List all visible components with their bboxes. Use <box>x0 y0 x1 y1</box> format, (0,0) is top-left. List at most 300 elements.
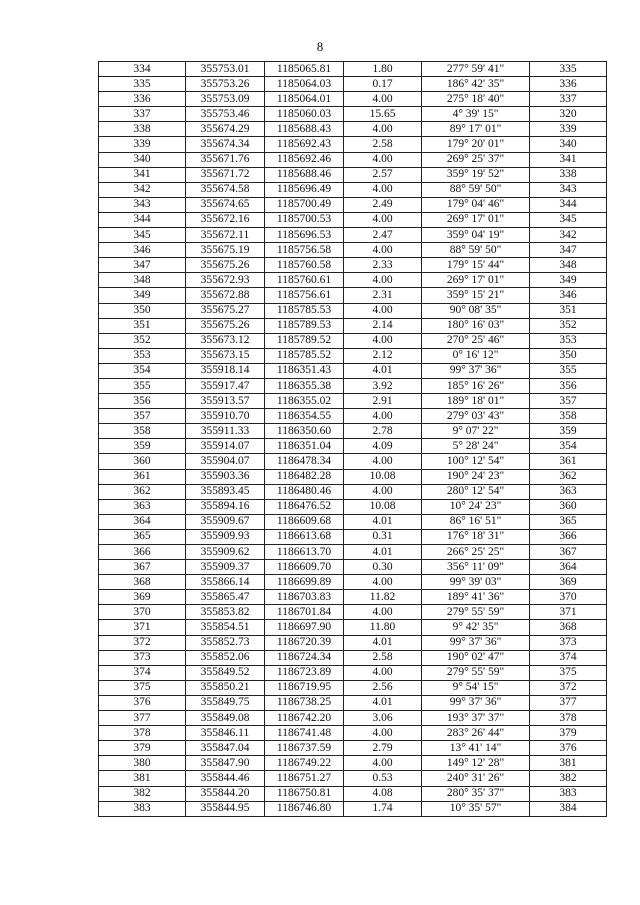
bearing-cell: 5° 28' 24" <box>422 439 530 454</box>
x-coordinate-cell: 355753.01 <box>186 62 265 77</box>
y-coordinate-cell: 1186351.43 <box>265 363 344 378</box>
y-coordinate-cell: 1186613.70 <box>265 545 344 560</box>
distance-cell: 2.14 <box>344 318 422 333</box>
y-coordinate-cell: 1185065.81 <box>265 62 344 77</box>
table-row <box>99 484 607 499</box>
table-row <box>99 680 607 695</box>
bearing-cell: 10° 24' 23" <box>422 499 530 514</box>
x-coordinate-cell: 355675.19 <box>186 243 265 258</box>
x-coordinate-cell: 355852.06 <box>186 650 265 665</box>
x-coordinate-cell: 355674.58 <box>186 182 265 197</box>
table-row <box>99 741 607 756</box>
table-row <box>99 786 607 801</box>
next-point-cell: 375 <box>530 665 607 680</box>
next-point-cell: 337 <box>530 92 607 107</box>
distance-cell: 1.80 <box>344 62 422 77</box>
bearing-cell: 99° 37' 36" <box>422 695 530 710</box>
y-coordinate-cell: 1186751.27 <box>265 771 344 786</box>
x-coordinate-cell: 355909.37 <box>186 560 265 575</box>
y-coordinate-cell: 1186480.46 <box>265 484 344 499</box>
table-row <box>99 182 607 197</box>
point-number-cell: 380 <box>99 756 186 771</box>
point-number-cell: 335 <box>99 77 186 92</box>
next-point-cell: 369 <box>530 575 607 590</box>
y-coordinate-cell: 1186703.83 <box>265 590 344 605</box>
next-point-cell: 338 <box>530 167 607 182</box>
table-row <box>99 439 607 454</box>
x-coordinate-cell: 355753.46 <box>186 107 265 122</box>
bearing-cell: 275° 18' 40" <box>422 92 530 107</box>
x-coordinate-cell: 355913.57 <box>186 394 265 409</box>
next-point-cell: 358 <box>530 409 607 424</box>
bearing-cell: 179° 20' 01" <box>422 137 530 152</box>
bearing-cell: 270° 25' 46" <box>422 333 530 348</box>
y-coordinate-cell: 1186720.39 <box>265 635 344 650</box>
x-coordinate-cell: 355854.51 <box>186 620 265 635</box>
table-row <box>99 590 607 605</box>
x-coordinate-cell: 355909.93 <box>186 529 265 544</box>
distance-cell: 4.08 <box>344 786 422 801</box>
bearing-cell: 359° 19' 52" <box>422 167 530 182</box>
bearing-cell: 179° 04' 46" <box>422 197 530 212</box>
x-coordinate-cell: 355675.26 <box>186 318 265 333</box>
distance-cell: 4.00 <box>344 92 422 107</box>
x-coordinate-cell: 355675.26 <box>186 258 265 273</box>
x-coordinate-cell: 355850.21 <box>186 680 265 695</box>
distance-cell: 4.00 <box>344 454 422 469</box>
x-coordinate-cell: 355865.47 <box>186 590 265 605</box>
y-coordinate-cell: 1186609.70 <box>265 560 344 575</box>
point-number-cell: 336 <box>99 92 186 107</box>
distance-cell: 0.53 <box>344 771 422 786</box>
x-coordinate-cell: 355917.47 <box>186 378 265 393</box>
table-row <box>99 409 607 424</box>
bearing-cell: 9° 42' 35" <box>422 620 530 635</box>
next-point-cell: 348 <box>530 258 607 273</box>
table-row <box>99 122 607 137</box>
distance-cell: 2.31 <box>344 288 422 303</box>
table-row <box>99 394 607 409</box>
y-coordinate-cell: 1185064.01 <box>265 92 344 107</box>
distance-cell: 4.00 <box>344 605 422 620</box>
table-row <box>99 454 607 469</box>
table-row <box>99 152 607 167</box>
bearing-cell: 279° 55' 59" <box>422 665 530 680</box>
next-point-cell: 335 <box>530 62 607 77</box>
next-point-cell: 344 <box>530 197 607 212</box>
point-number-cell: 342 <box>99 182 186 197</box>
x-coordinate-cell: 355673.12 <box>186 333 265 348</box>
next-point-cell: 350 <box>530 348 607 363</box>
next-point-cell: 341 <box>530 152 607 167</box>
next-point-cell: 365 <box>530 514 607 529</box>
bearing-cell: 189° 41' 36" <box>422 590 530 605</box>
table-row <box>99 605 607 620</box>
point-number-cell: 363 <box>99 499 186 514</box>
point-number-cell: 381 <box>99 771 186 786</box>
bearing-cell: 4° 39' 15" <box>422 107 530 122</box>
distance-cell: 2.79 <box>344 741 422 756</box>
bearing-cell: 9° 54' 15" <box>422 680 530 695</box>
y-coordinate-cell: 1186478.34 <box>265 454 344 469</box>
bearing-cell: 359° 04' 19" <box>422 228 530 243</box>
y-coordinate-cell: 1186738.25 <box>265 695 344 710</box>
table-row <box>99 529 607 544</box>
bearing-cell: 100° 12' 54" <box>422 454 530 469</box>
point-number-cell: 369 <box>99 590 186 605</box>
y-coordinate-cell: 1185696.49 <box>265 182 344 197</box>
table-row <box>99 243 607 258</box>
next-point-cell: 361 <box>530 454 607 469</box>
bearing-cell: 240° 31' 26" <box>422 771 530 786</box>
distance-cell: 4.00 <box>344 303 422 318</box>
bearing-cell: 186° 42' 35" <box>422 77 530 92</box>
point-number-cell: 370 <box>99 605 186 620</box>
point-number-cell: 339 <box>99 137 186 152</box>
next-point-cell: 372 <box>530 680 607 695</box>
point-number-cell: 350 <box>99 303 186 318</box>
distance-cell: 4.00 <box>344 575 422 590</box>
bearing-cell: 189° 18' 01" <box>422 394 530 409</box>
next-point-cell: 360 <box>530 499 607 514</box>
next-point-cell: 357 <box>530 394 607 409</box>
table-row <box>99 77 607 92</box>
table-row <box>99 333 607 348</box>
x-coordinate-cell: 355674.34 <box>186 137 265 152</box>
next-point-cell: 368 <box>530 620 607 635</box>
distance-cell: 2.33 <box>344 258 422 273</box>
x-coordinate-cell: 355671.76 <box>186 152 265 167</box>
x-coordinate-cell: 355847.90 <box>186 756 265 771</box>
y-coordinate-cell: 1185692.43 <box>265 137 344 152</box>
distance-cell: 0.30 <box>344 560 422 575</box>
y-coordinate-cell: 1185688.43 <box>265 122 344 137</box>
point-number-cell: 338 <box>99 122 186 137</box>
table-row <box>99 288 607 303</box>
bearing-cell: 149° 12' 28" <box>422 756 530 771</box>
distance-cell: 2.78 <box>344 424 422 439</box>
table-row <box>99 499 607 514</box>
bearing-cell: 180° 16' 03" <box>422 318 530 333</box>
x-coordinate-cell: 355849.75 <box>186 695 265 710</box>
distance-cell: 15.65 <box>344 107 422 122</box>
y-coordinate-cell: 1186723.89 <box>265 665 344 680</box>
y-coordinate-cell: 1186719.95 <box>265 680 344 695</box>
table-row <box>99 197 607 212</box>
next-point-cell: 353 <box>530 333 607 348</box>
bearing-cell: 89° 17' 01" <box>422 122 530 137</box>
point-number-cell: 377 <box>99 711 186 726</box>
x-coordinate-cell: 355849.08 <box>186 711 265 726</box>
distance-cell: 4.01 <box>344 545 422 560</box>
point-number-cell: 337 <box>99 107 186 122</box>
distance-cell: 4.00 <box>344 665 422 680</box>
table-row <box>99 650 607 665</box>
table-row <box>99 771 607 786</box>
next-point-cell: 382 <box>530 771 607 786</box>
y-coordinate-cell: 1186750.81 <box>265 786 344 801</box>
next-point-cell: 366 <box>530 529 607 544</box>
table-row <box>99 801 607 816</box>
next-point-cell: 377 <box>530 695 607 710</box>
bearing-cell: 190° 02' 47" <box>422 650 530 665</box>
table-row <box>99 469 607 484</box>
next-point-cell: 374 <box>530 650 607 665</box>
bearing-cell: 269° 17' 01" <box>422 212 530 227</box>
table-row <box>99 92 607 107</box>
next-point-cell: 339 <box>530 122 607 137</box>
point-number-cell: 349 <box>99 288 186 303</box>
table-row <box>99 258 607 273</box>
next-point-cell: 378 <box>530 711 607 726</box>
bearing-cell: 99° 39' 03" <box>422 575 530 590</box>
bearing-cell: 190° 24' 23" <box>422 469 530 484</box>
point-number-cell: 364 <box>99 514 186 529</box>
distance-cell: 4.01 <box>344 695 422 710</box>
y-coordinate-cell: 1186354.55 <box>265 409 344 424</box>
distance-cell: 2.49 <box>344 197 422 212</box>
x-coordinate-cell: 355674.65 <box>186 197 265 212</box>
x-coordinate-cell: 355909.67 <box>186 514 265 529</box>
bearing-cell: 9° 07' 22" <box>422 424 530 439</box>
distance-cell: 3.06 <box>344 711 422 726</box>
y-coordinate-cell: 1185760.61 <box>265 273 344 288</box>
next-point-cell: 363 <box>530 484 607 499</box>
point-number-cell: 374 <box>99 665 186 680</box>
distance-cell: 0.31 <box>344 529 422 544</box>
distance-cell: 4.00 <box>344 122 422 137</box>
distance-cell: 4.00 <box>344 212 422 227</box>
x-coordinate-cell: 355893.45 <box>186 484 265 499</box>
x-coordinate-cell: 355909.62 <box>186 545 265 560</box>
page-number: 8 <box>316 39 324 54</box>
next-point-cell: 379 <box>530 726 607 741</box>
y-coordinate-cell: 1186613.68 <box>265 529 344 544</box>
point-number-cell: 376 <box>99 695 186 710</box>
table-row <box>99 695 607 710</box>
y-coordinate-cell: 1185760.58 <box>265 258 344 273</box>
x-coordinate-cell: 355903.36 <box>186 469 265 484</box>
bearing-cell: 13° 41' 14" <box>422 741 530 756</box>
point-number-cell: 379 <box>99 741 186 756</box>
distance-cell: 4.01 <box>344 363 422 378</box>
distance-cell: 2.12 <box>344 348 422 363</box>
bearing-cell: 0° 16' 12" <box>422 348 530 363</box>
distance-cell: 2.58 <box>344 137 422 152</box>
point-number-cell: 358 <box>99 424 186 439</box>
point-number-cell: 352 <box>99 333 186 348</box>
y-coordinate-cell: 1185789.53 <box>265 318 344 333</box>
x-coordinate-cell: 355853.82 <box>186 605 265 620</box>
point-number-cell: 362 <box>99 484 186 499</box>
x-coordinate-cell: 355844.46 <box>186 771 265 786</box>
table-row <box>99 62 607 77</box>
x-coordinate-cell: 355866.14 <box>186 575 265 590</box>
y-coordinate-cell: 1186741.48 <box>265 726 344 741</box>
next-point-cell: 320 <box>530 107 607 122</box>
distance-cell: 1.74 <box>344 801 422 816</box>
point-number-cell: 359 <box>99 439 186 454</box>
y-coordinate-cell: 1186742.20 <box>265 711 344 726</box>
x-coordinate-cell: 355846.11 <box>186 726 265 741</box>
point-number-cell: 353 <box>99 348 186 363</box>
table-row <box>99 665 607 680</box>
distance-cell: 4.01 <box>344 514 422 529</box>
x-coordinate-cell: 355914.07 <box>186 439 265 454</box>
next-point-cell: 349 <box>530 273 607 288</box>
next-point-cell: 355 <box>530 363 607 378</box>
x-coordinate-cell: 355672.88 <box>186 288 265 303</box>
point-number-cell: 367 <box>99 560 186 575</box>
distance-cell: 0.17 <box>344 77 422 92</box>
y-coordinate-cell: 1185064.03 <box>265 77 344 92</box>
point-number-cell: 343 <box>99 197 186 212</box>
distance-cell: 3.92 <box>344 378 422 393</box>
bearing-cell: 88° 59' 50" <box>422 182 530 197</box>
y-coordinate-cell: 1185696.53 <box>265 228 344 243</box>
next-point-cell: 346 <box>530 288 607 303</box>
point-number-cell: 361 <box>99 469 186 484</box>
point-number-cell: 347 <box>99 258 186 273</box>
point-number-cell: 341 <box>99 167 186 182</box>
y-coordinate-cell: 1185756.58 <box>265 243 344 258</box>
next-point-cell: 354 <box>530 439 607 454</box>
point-number-cell: 372 <box>99 635 186 650</box>
bearing-cell: 359° 15' 21" <box>422 288 530 303</box>
x-coordinate-cell: 355904.07 <box>186 454 265 469</box>
x-coordinate-cell: 355673.15 <box>186 348 265 363</box>
x-coordinate-cell: 355675.27 <box>186 303 265 318</box>
y-coordinate-cell: 1186699.89 <box>265 575 344 590</box>
x-coordinate-cell: 355844.95 <box>186 801 265 816</box>
table-row <box>99 378 607 393</box>
next-point-cell: 340 <box>530 137 607 152</box>
next-point-cell: 367 <box>530 545 607 560</box>
distance-cell: 4.00 <box>344 333 422 348</box>
next-point-cell: 356 <box>530 378 607 393</box>
next-point-cell: 381 <box>530 756 607 771</box>
table-row <box>99 318 607 333</box>
y-coordinate-cell: 1186355.02 <box>265 394 344 409</box>
next-point-cell: 352 <box>530 318 607 333</box>
point-number-cell: 346 <box>99 243 186 258</box>
x-coordinate-cell: 355918.14 <box>186 363 265 378</box>
y-coordinate-cell: 1185785.53 <box>265 303 344 318</box>
distance-cell: 4.00 <box>344 756 422 771</box>
point-number-cell: 357 <box>99 409 186 424</box>
distance-cell: 10.08 <box>344 469 422 484</box>
y-coordinate-cell: 1186476.52 <box>265 499 344 514</box>
bearing-cell: 279° 55' 59" <box>422 605 530 620</box>
table-row <box>99 228 607 243</box>
coordinates-table <box>98 61 607 817</box>
distance-cell: 2.57 <box>344 167 422 182</box>
y-coordinate-cell: 1185789.52 <box>265 333 344 348</box>
point-number-cell: 368 <box>99 575 186 590</box>
next-point-cell: 351 <box>530 303 607 318</box>
table-row <box>99 107 607 122</box>
y-coordinate-cell: 1186351.04 <box>265 439 344 454</box>
table-row <box>99 167 607 182</box>
y-coordinate-cell: 1186701.84 <box>265 605 344 620</box>
distance-cell: 4.00 <box>344 243 422 258</box>
table-row <box>99 711 607 726</box>
y-coordinate-cell: 1186350.60 <box>265 424 344 439</box>
distance-cell: 2.47 <box>344 228 422 243</box>
next-point-cell: 373 <box>530 635 607 650</box>
y-coordinate-cell: 1186482.28 <box>265 469 344 484</box>
distance-cell: 10.08 <box>344 499 422 514</box>
bearing-cell: 86° 16' 51" <box>422 514 530 529</box>
bearing-cell: 283° 26' 44" <box>422 726 530 741</box>
y-coordinate-cell: 1185756.61 <box>265 288 344 303</box>
next-point-cell: 376 <box>530 741 607 756</box>
next-point-cell: 371 <box>530 605 607 620</box>
bearing-cell: 176° 18' 31" <box>422 529 530 544</box>
x-coordinate-cell: 355844.20 <box>186 786 265 801</box>
bearing-cell: 10° 35' 57" <box>422 801 530 816</box>
y-coordinate-cell: 1186737.59 <box>265 741 344 756</box>
next-point-cell: 359 <box>530 424 607 439</box>
point-number-cell: 356 <box>99 394 186 409</box>
table-row <box>99 635 607 650</box>
bearing-cell: 279° 03' 43" <box>422 409 530 424</box>
y-coordinate-cell: 1185060.03 <box>265 107 344 122</box>
x-coordinate-cell: 355753.09 <box>186 92 265 107</box>
x-coordinate-cell: 355847.04 <box>186 741 265 756</box>
table-row <box>99 212 607 227</box>
bearing-cell: 185° 16' 26" <box>422 378 530 393</box>
point-number-cell: 344 <box>99 212 186 227</box>
bearing-cell: 266° 25' 25" <box>422 545 530 560</box>
y-coordinate-cell: 1185700.53 <box>265 212 344 227</box>
bearing-cell: 90° 08' 35" <box>422 303 530 318</box>
table-row <box>99 756 607 771</box>
distance-cell: 4.00 <box>344 409 422 424</box>
x-coordinate-cell: 355753.26 <box>186 77 265 92</box>
point-number-cell: 334 <box>99 62 186 77</box>
table-row <box>99 575 607 590</box>
point-number-cell: 354 <box>99 363 186 378</box>
table-row <box>99 726 607 741</box>
distance-cell: 4.00 <box>344 726 422 741</box>
distance-cell: 11.80 <box>344 620 422 635</box>
distance-cell: 4.00 <box>344 273 422 288</box>
table-row <box>99 514 607 529</box>
point-number-cell: 366 <box>99 545 186 560</box>
point-number-cell: 340 <box>99 152 186 167</box>
point-number-cell: 348 <box>99 273 186 288</box>
x-coordinate-cell: 355671.72 <box>186 167 265 182</box>
table-row <box>99 363 607 378</box>
y-coordinate-cell: 1185785.52 <box>265 348 344 363</box>
bearing-cell: 277° 59' 41" <box>422 62 530 77</box>
bearing-cell: 99° 37' 36" <box>422 363 530 378</box>
table-row <box>99 137 607 152</box>
bearing-cell: 99° 37' 36" <box>422 635 530 650</box>
bearing-cell: 269° 25' 37" <box>422 152 530 167</box>
x-coordinate-cell: 355672.93 <box>186 273 265 288</box>
bearing-cell: 280° 35' 37" <box>422 786 530 801</box>
distance-cell: 4.00 <box>344 152 422 167</box>
point-number-cell: 371 <box>99 620 186 635</box>
x-coordinate-cell: 355672.16 <box>186 212 265 227</box>
bearing-cell: 356° 11' 09" <box>422 560 530 575</box>
x-coordinate-cell: 355910.70 <box>186 409 265 424</box>
table-row <box>99 303 607 318</box>
next-point-cell: 347 <box>530 243 607 258</box>
distance-cell: 2.91 <box>344 394 422 409</box>
